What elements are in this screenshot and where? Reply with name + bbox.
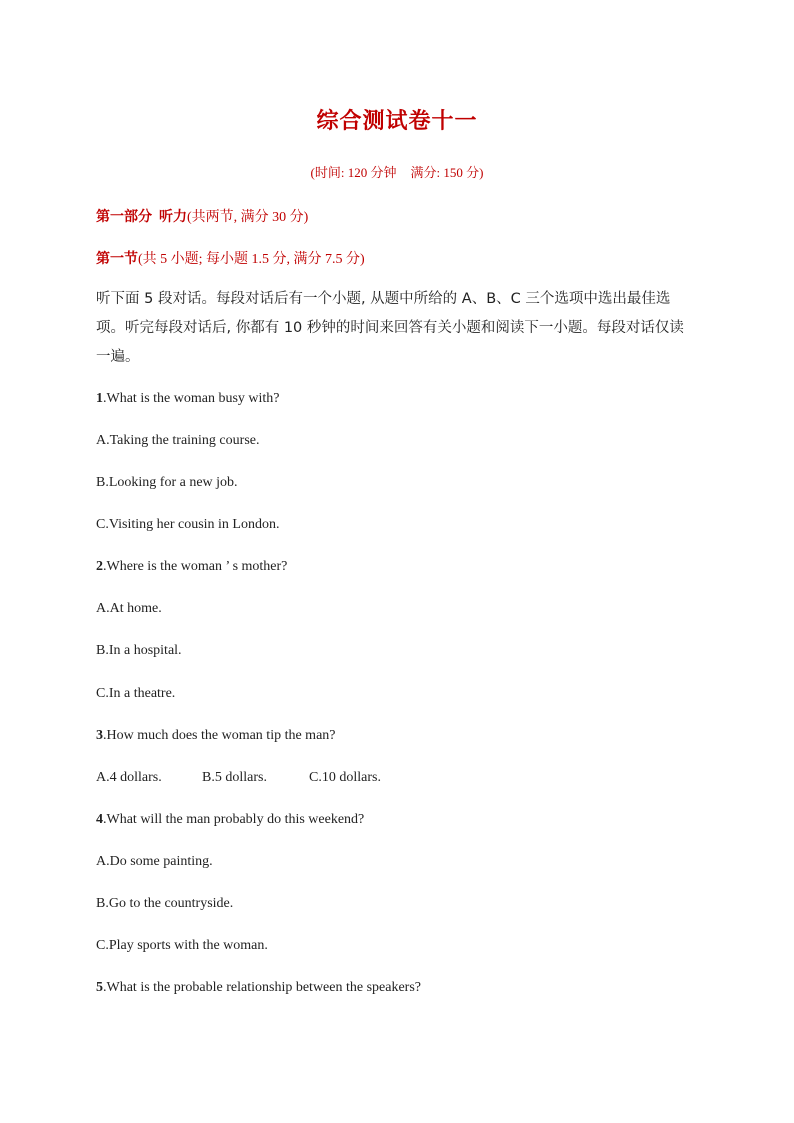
- question-5: [96, 980, 421, 996]
- part-heading: [96, 206, 308, 226]
- question-number: 2: [96, 559, 103, 574]
- part-note: (共两节, 满分 30 分): [187, 210, 309, 225]
- section-heading: [96, 248, 365, 268]
- option-2c: C.In a theatre.: [96, 686, 176, 701]
- question-number: 1: [96, 391, 103, 406]
- question-3: [96, 728, 336, 744]
- option-2a: A.At home.: [96, 601, 162, 616]
- options-3: [96, 770, 381, 786]
- question-number: 4: [96, 812, 103, 827]
- page-title: 综合测试卷十一: [316, 108, 478, 133]
- exam-time: (时间: 120 分钟: [310, 165, 397, 180]
- option-3c: C.10 dollars.: [309, 770, 381, 785]
- instructions-paragraph: 听下面 5 段对话。每段对话后有一个小题, 从题中所给的 A、B、C 三个选项中选出最佳选项。听完每段对话后, 你都有 10 秒钟的时间来回答有关小题和阅读下一小题。每段对话仅读一遍。: [96, 291, 684, 365]
- option-1a: A.Taking the training course.: [96, 433, 260, 448]
- option-4c: C.Play sports with the woman.: [96, 938, 268, 953]
- section-label: 第一节: [96, 252, 138, 267]
- question-text: .How much does the woman tip the man?: [103, 728, 336, 743]
- option-2b: B.In a hospital.: [96, 643, 182, 658]
- option-1b: B.Looking for a new job.: [96, 475, 238, 490]
- question-text: .Where is the woman ’ s mother?: [103, 559, 288, 574]
- option-4b: B.Go to the countryside.: [96, 896, 234, 911]
- option-3a: A.4 dollars.: [96, 770, 162, 785]
- exam-score: 满分: 150 分): [410, 165, 484, 180]
- question-number: 5: [96, 980, 103, 995]
- option-4a: A.Do some painting.: [96, 854, 213, 869]
- section-note: (共 5 小题; 每小题 1.5 分, 满分 7.5 分): [138, 252, 365, 267]
- part-name: 听力: [159, 210, 187, 225]
- exam-time-score: [0, 162, 794, 181]
- option-1c: C.Visiting her cousin in London.: [96, 517, 280, 532]
- question-4: [96, 812, 364, 828]
- question-text: .What is the woman busy with?: [103, 391, 280, 406]
- question-1: [96, 391, 280, 407]
- question-text: .What will the man probably do this weekend?: [103, 812, 365, 827]
- option-3b: B.5 dollars.: [202, 770, 267, 785]
- part-label: 第一部分: [96, 210, 152, 225]
- question-2: [96, 559, 287, 575]
- question-number: 3: [96, 728, 103, 743]
- question-text: .What is the probable relationship between the speakers?: [103, 980, 421, 995]
